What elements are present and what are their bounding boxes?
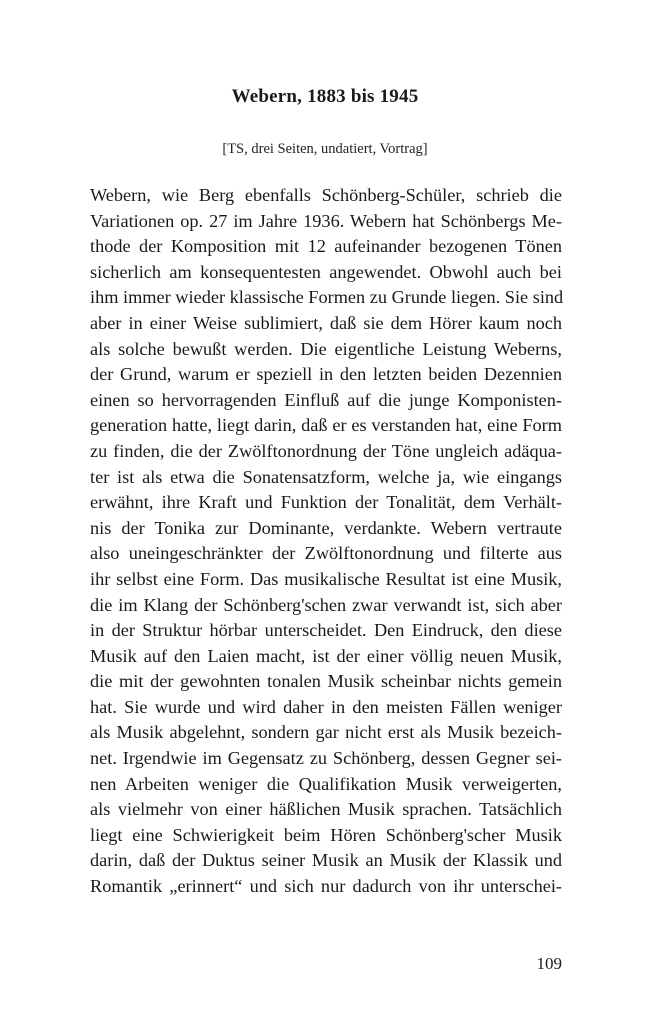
body-line: net. Irgendwie im Gegensatz zu Schönberg, dessen Gegner sei- [90,748,562,769]
chapter-title: Webern, 1883 bis 1945 [231,86,419,107]
body-line: als solche bewußt werden. Die eigentliche Leistung Weberns, [90,338,562,359]
body-line: sicherlich am konsequentesten angewendet. Obwohl auch bei [90,261,562,282]
body-line: als Musik abgelehnt, sondern gar nicht erst als Musik bezeich- [90,722,562,743]
source-note: [TS, drei Seiten, undatiert, Vortrag] [222,141,428,157]
body-line: als vielmehr von einer häßlichen Musik sprachen. Tatsächlich [90,799,562,820]
body-line: die mit der gewohnten tonalen Musik scheinbar nichts gemein [90,671,562,692]
body-line: generation hatte, liegt darin, daß er es verstanden hat, eine Form [90,415,562,436]
body-text [90,183,562,900]
body-line: also uneingeschränkter der Zwölftonordnung und filterte aus [90,543,562,564]
body-line: liegt eine Schwierigkeit beim Hören Schönberg'scher Musik [90,824,562,845]
body-line: darin, daß der Duktus seiner Musik an Musik der Klassik und [90,850,562,871]
body-line: ter ist als etwa die Sonatensatzform, welche ja, wie eingangs [90,466,562,487]
body-line: einen so hervorragenden Einfluß auf die junge Komponisten- [90,389,562,410]
body-line: ihm immer wieder klassische Formen zu Grunde liegen. Sie sind [90,287,564,308]
body-line: Romantik „erinnert“ und sich nur dadurch von ihr unterschei- [90,876,562,897]
body-line: Webern, wie Berg ebenfalls Schönberg-Schüler, schrieb die [90,185,562,205]
body-line: Musik auf den Laien macht, ist der einer völlig neuen Musik, [90,645,562,666]
page-number: 109 [536,954,562,973]
body-line: thode der Komposition mit 12 aufeinander bezogenen Tönen [90,236,562,257]
body-line: nen Arbeiten weniger die Qualifikation Musik verweigerten, [90,773,562,794]
body-line: der Grund, warum er speziell in den letzten beiden Dezennien [90,364,562,385]
body-line: in der Struktur hörbar unterscheidet. Den Eindruck, den diese [90,620,562,641]
body-line: zu finden, die der Zwölftonordnung der Töne ungleich adäqua- [90,440,562,461]
body-line: Variationen op. 27 im Jahre 1936. Webern hat Schönbergs Me- [90,210,562,231]
body-line: aber in einer Weise sublimiert, daß sie dem Hörer kaum noch [90,312,562,333]
body-line: hat. Sie wurde und wird daher in den meisten Fällen weniger [90,696,562,717]
body-line: nis der Tonika zur Dominante, verdankte. Webern vertraute [90,517,562,538]
body-line: ihr selbst eine Form. Das musikalische Resultat ist eine Musik, [90,568,562,589]
body-line: erwähnt, ihre Kraft und Funktion der Tonalität, dem Verhält- [90,492,562,513]
body-line: die im Klang der Schönberg'schen zwar verwandt ist, sich aber [90,594,562,615]
